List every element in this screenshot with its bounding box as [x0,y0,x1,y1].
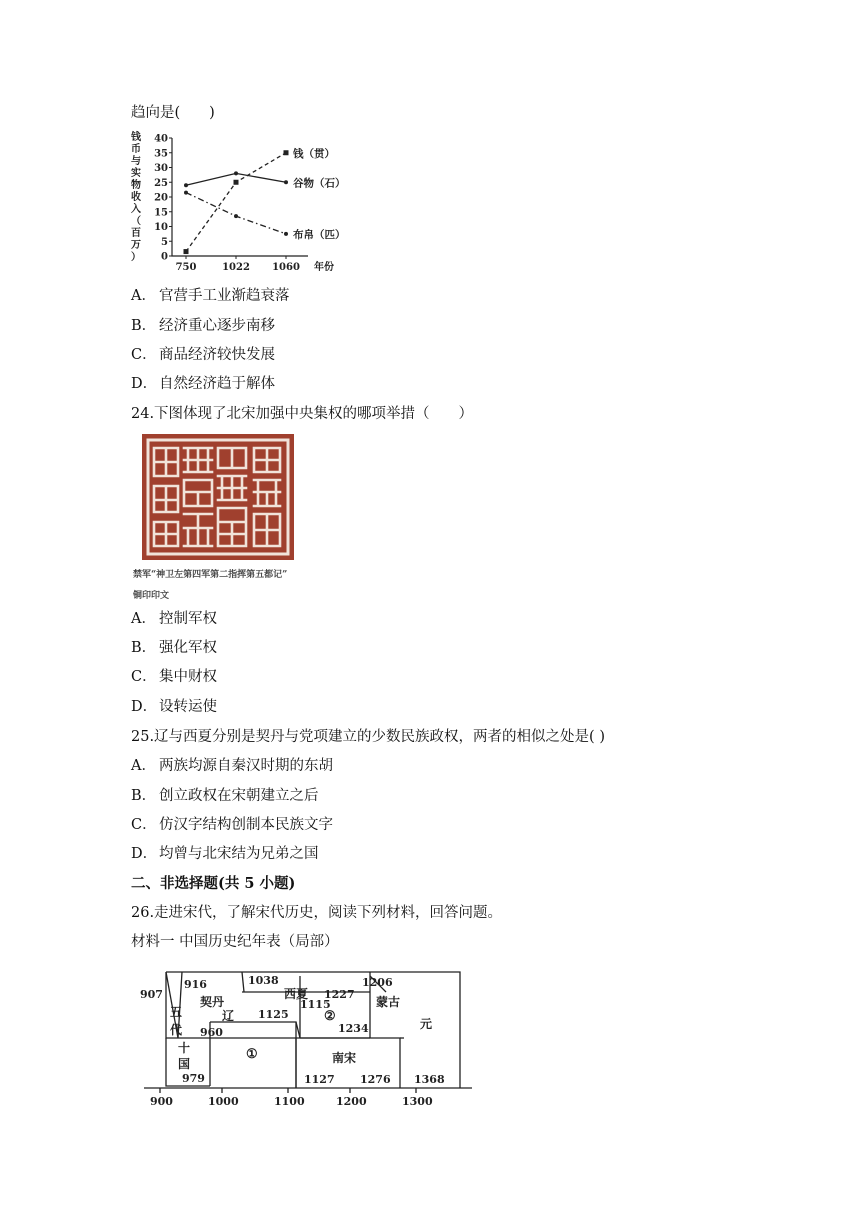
axis-tick-1300: 1300 [402,1095,433,1108]
qidan-label: 契丹 [200,995,225,1009]
chart-y-tick-label: 5 [161,236,168,248]
year-1127: 1127 [304,1073,335,1086]
year-1276: 1276 [360,1073,391,1086]
q25-stem: 25.辽与西夏分别是契丹与党项建立的少数民族政权，两者的相似之处是( ) [131,729,605,745]
chart-x-tick-label: 1060 [272,262,300,273]
chart-y-tick-label: 0 [161,251,168,263]
shiguo-char-2: 国 [178,1057,191,1071]
chart-labels [293,147,346,241]
xixia-label: 西夏 [284,987,309,1001]
q23-option-c[interactable]: C． 商品经济较快发展 [131,347,275,363]
chart-y-axis-label [131,130,142,263]
seal-caption-title: 禁军“神卫左第四军第二指挥第五都记” [133,570,288,580]
chart-point [284,180,288,184]
year-979: 979 [182,1072,205,1085]
chart-point [234,180,239,185]
chart-series [184,150,289,254]
year-1125: 1125 [258,1008,289,1021]
seal-caption-subtitle: 铜印印文 [133,591,170,601]
chart-point [234,171,238,175]
q25-option-c[interactable]: C． 仿汉字结构创制本民族文字 [131,817,333,833]
q23-line-chart [128,130,363,275]
chart-y-tick-label: 20 [154,192,168,204]
axis-tick-1000: 1000 [208,1095,239,1108]
chart-point [284,150,289,155]
q25-option-a[interactable]: A． 两族均源自秦汉时期的东胡 [131,758,333,774]
chart-y-tick-label: 10 [154,222,168,233]
axis-tick-900: 900 [150,1095,173,1108]
year-1368: 1368 [414,1073,445,1086]
q25-option-d[interactable]: D． 均曾与北宋结为兄弟之国 [131,846,319,862]
chart-point [184,191,188,195]
circle-2-label: ② [324,1009,336,1024]
circle-1-label: ① [246,1047,258,1062]
chart-series-label: 谷物（石） [293,177,346,190]
seal-image [142,434,294,560]
chart-y-tick-label: 15 [154,207,168,219]
section-title: 二、非选择题(共 5 小题) [131,875,296,892]
chart-axis-lines [172,138,308,256]
wudai-char-2: 代 [170,1023,183,1037]
year-1206: 1206 [362,976,393,989]
chart-point [284,232,288,236]
year-960: 960 [200,1026,223,1039]
q23-option-d[interactable]: D． 自然经济趋于解体 [131,376,275,392]
year-916: 916 [184,978,207,991]
chart-y-tick-label: 30 [154,163,168,174]
year-1115: 1115 [300,998,331,1011]
q24-option-a[interactable]: A． 控制军权 [131,611,217,627]
chart-series-label: 钱（贯） [293,147,335,160]
chart-series-label: 布帛（匹） [293,228,346,241]
chart-point [234,214,238,218]
chart-x-tick-label: 750 [175,262,197,273]
q26-stem: 26.走进宋代，了解宋代历史，阅读下列材料，回答问题。 [131,905,503,921]
chart-y-tick-label: 35 [154,148,168,160]
q24-stem: 24.下图体现了北宋加强中央集权的哪项举措（ ） [131,406,474,422]
chart-series-line [186,153,286,252]
chart-y-tick-label: 40 [154,133,168,145]
q23-stem-tail: 趋向是( ) [131,105,215,121]
q24-option-b[interactable]: B． 强化军权 [131,640,217,656]
chart-point [184,249,189,254]
liao-label: 辽 [222,1009,235,1023]
year-1038: 1038 [248,974,279,987]
chart-point [184,183,188,187]
nansong-label: 南宋 [332,1051,357,1065]
shiguo-char-1: 十 [178,1041,191,1055]
chronology-table [138,962,478,1112]
chart-series-line [186,193,286,234]
q23-option-a[interactable]: A． 官营手工业渐趋衰落 [131,288,290,304]
yuan-label: 元 [420,1017,433,1031]
chart-y-tick-label: 25 [154,177,168,189]
menggu-label: 蒙古 [376,995,401,1009]
year-907: 907 [140,988,163,1001]
q23-option-b[interactable]: B． 经济重心逐步南移 [131,318,275,334]
q25-option-b[interactable]: B． 创立政权在宋朝建立之后 [131,788,319,804]
q24-option-d[interactable]: D． 设转运使 [131,699,217,715]
year-1234: 1234 [338,1022,369,1035]
chart-x-axis-label: 年份 [314,262,334,273]
axis-tick-1200: 1200 [336,1095,367,1108]
year-1227: 1227 [324,988,355,1001]
q24-option-c[interactable]: C． 集中财权 [131,669,217,685]
axis-tick-1100: 1100 [274,1095,305,1108]
chart-y-label-text: 钱币与实物收入（百万） [131,132,141,263]
wudai-char-1: 五 [170,1005,183,1019]
chart-x-tick-label: 1022 [222,262,250,273]
q26-material-1: 材料一 中国历史纪年表（局部） [131,934,339,950]
